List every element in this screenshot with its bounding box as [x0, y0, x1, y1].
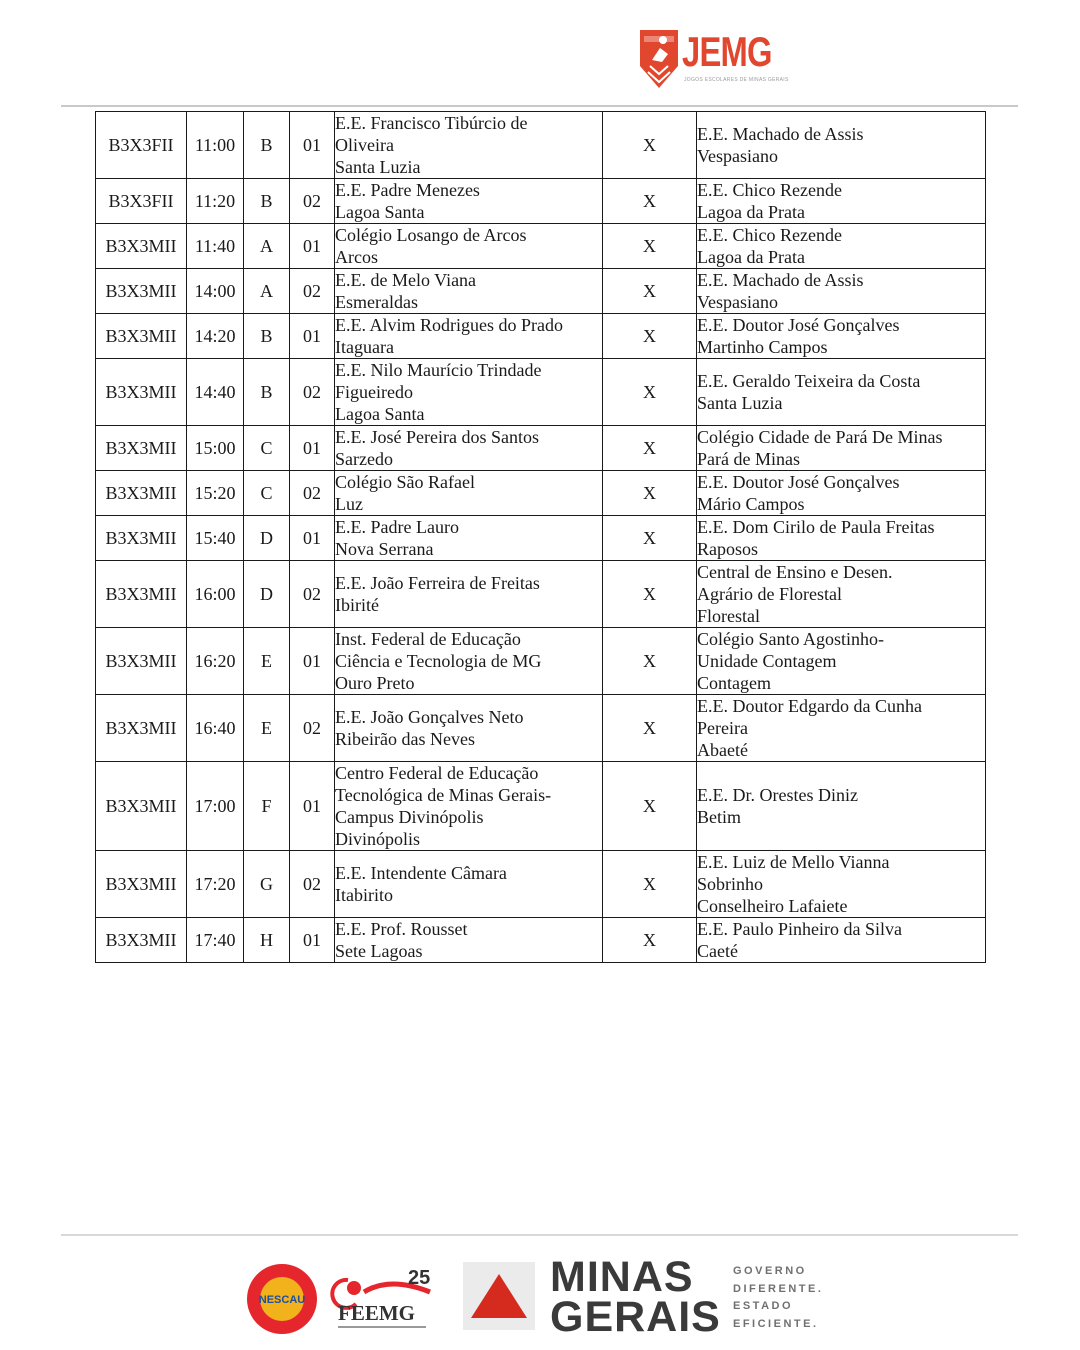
division-code-cell: B3X3MII	[96, 918, 187, 963]
versus-cell: X	[603, 561, 697, 628]
match-number-cell: 01	[290, 628, 335, 695]
team-line: Nova Serrana	[335, 539, 434, 559]
versus-cell: X	[603, 224, 697, 269]
feemg-anniversary: 25	[408, 1267, 431, 1289]
team-line: Centro Federal de Educação	[335, 763, 539, 783]
time-cell: 15:00	[187, 426, 244, 471]
team-line: Unidade Contagem	[697, 651, 837, 671]
team-line: Ribeirão das Neves	[335, 729, 475, 749]
feemg-logo-icon	[330, 1262, 442, 1338]
time-cell: 17:40	[187, 918, 244, 963]
team-line: Tecnológica de Minas Gerais-	[335, 785, 552, 805]
away-team-cell	[697, 359, 986, 426]
group-cell: B	[244, 359, 290, 426]
away-team-cell	[697, 269, 986, 314]
table-row	[96, 695, 986, 762]
team-line: Raposos	[697, 539, 759, 559]
table-row	[96, 224, 986, 269]
table-row	[96, 426, 986, 471]
match-number-cell: 02	[290, 179, 335, 224]
home-team-cell	[335, 359, 603, 426]
division-code-cell: B3X3MII	[96, 269, 187, 314]
team-line: Esmeraldas	[335, 292, 418, 312]
feemg-logo-text: FEEMG	[338, 1301, 415, 1325]
team-line: Lagoa da Prata	[697, 247, 805, 267]
team-line: Itabirito	[335, 885, 393, 905]
home-team-cell	[335, 628, 603, 695]
group-cell: F	[244, 762, 290, 851]
match-number-cell: 01	[290, 426, 335, 471]
team-line: E.E. Geraldo Teixeira da Costa	[697, 371, 921, 391]
footer-divider	[61, 1234, 1018, 1236]
header-divider	[61, 105, 1018, 107]
team-line: Sobrinho	[697, 874, 764, 894]
team-line: Betim	[697, 807, 741, 827]
group-cell: B	[244, 314, 290, 359]
team-line: Campus Divinópolis	[335, 807, 484, 827]
versus-cell: X	[603, 628, 697, 695]
team-line: E.E. Padre Lauro	[335, 517, 459, 537]
team-line: Ciência e Tecnologia de MG	[335, 651, 542, 671]
minas-gerais-triangle-icon	[463, 1262, 535, 1330]
time-cell: 15:40	[187, 516, 244, 561]
table-row	[96, 359, 986, 426]
table-row	[96, 179, 986, 224]
team-line: E.E. João Gonçalves Neto	[335, 707, 524, 727]
team-line: Central de Ensino e Desen.	[697, 562, 893, 582]
home-team-cell	[335, 426, 603, 471]
slogan-line: GOVERNO	[733, 1265, 807, 1277]
table-row	[96, 628, 986, 695]
team-line: E.E. Alvim Rodrigues do Prado	[335, 315, 563, 335]
table-row	[96, 561, 986, 628]
division-code-cell: B3X3FII	[96, 112, 187, 179]
time-cell: 16:40	[187, 695, 244, 762]
slogan-line: DIFERENTE.	[733, 1282, 824, 1295]
team-line: Pereira	[697, 718, 748, 738]
government-slogan	[733, 1263, 823, 1333]
division-code-cell: B3X3FII	[96, 179, 187, 224]
team-line: E.E. Dom Cirilo de Paula Freitas	[697, 517, 935, 537]
team-line: E.E. Doutor José Gonçalves	[697, 315, 900, 335]
match-number-cell: 01	[290, 112, 335, 179]
time-cell: 14:20	[187, 314, 244, 359]
home-team-cell	[335, 918, 603, 963]
team-line: Figueiredo	[335, 382, 413, 402]
versus-cell: X	[603, 314, 697, 359]
match-number-cell: 02	[290, 695, 335, 762]
time-cell: 17:20	[187, 851, 244, 918]
team-line: Pará de Minas	[697, 449, 800, 469]
team-line: E.E. Machado de Assis	[697, 270, 864, 290]
away-team-cell	[697, 314, 986, 359]
team-line: Caeté	[697, 941, 738, 961]
team-line: Sarzedo	[335, 449, 393, 469]
versus-cell: X	[603, 516, 697, 561]
team-line: Ibirité	[335, 595, 379, 615]
division-code-cell: B3X3MII	[96, 561, 187, 628]
team-line: Divinópolis	[335, 829, 421, 849]
team-line: E.E. Prof. Rousset	[335, 919, 468, 939]
team-line: Agrário de Florestal	[697, 584, 842, 604]
time-cell: 17:00	[187, 762, 244, 851]
team-line: Martinho Campos	[697, 337, 828, 357]
team-line: E.E. Chico Rezende	[697, 225, 842, 245]
table-row	[96, 112, 986, 179]
nescau-logo-text: NESCAU	[258, 1294, 306, 1306]
table-row	[96, 918, 986, 963]
team-line: Contagem	[697, 673, 771, 693]
versus-cell: X	[603, 918, 697, 963]
nescau-logo-icon	[246, 1263, 318, 1335]
team-line: Lagoa Santa	[335, 202, 425, 222]
division-code-cell: B3X3MII	[96, 516, 187, 561]
team-line: Colégio Losango de Arcos	[335, 225, 527, 245]
group-cell: E	[244, 695, 290, 762]
group-cell: C	[244, 471, 290, 516]
group-cell: E	[244, 628, 290, 695]
time-cell: 14:00	[187, 269, 244, 314]
home-team-cell	[335, 561, 603, 628]
team-line: E.E. Chico Rezende	[697, 180, 842, 200]
away-team-cell	[697, 695, 986, 762]
team-line: Colégio São Rafael	[335, 472, 475, 492]
group-cell: C	[244, 426, 290, 471]
match-number-cell: 01	[290, 224, 335, 269]
team-line: Inst. Federal de Educação	[335, 629, 521, 649]
away-team-cell	[697, 179, 986, 224]
table-row	[96, 269, 986, 314]
match-number-cell: 02	[290, 269, 335, 314]
time-cell: 11:20	[187, 179, 244, 224]
versus-cell: X	[603, 359, 697, 426]
minas-gerais-logo-text	[550, 1253, 721, 1341]
group-cell: A	[244, 269, 290, 314]
home-team-cell	[335, 471, 603, 516]
table-row	[96, 516, 986, 561]
group-cell: G	[244, 851, 290, 918]
away-team-cell	[697, 762, 986, 851]
slogan-line: ESTADO	[733, 1300, 794, 1312]
team-line: Arcos	[335, 247, 378, 267]
away-team-cell	[697, 561, 986, 628]
division-code-cell: B3X3MII	[96, 628, 187, 695]
minas-text: MINAS	[550, 1253, 694, 1301]
match-number-cell: 01	[290, 918, 335, 963]
group-cell: D	[244, 516, 290, 561]
team-line: E.E. Padre Menezes	[335, 180, 480, 200]
time-cell: 16:00	[187, 561, 244, 628]
group-cell: B	[244, 179, 290, 224]
table-row	[96, 314, 986, 359]
team-line: E.E. Paulo Pinheiro da Silva	[697, 919, 902, 939]
match-number-cell: 01	[290, 314, 335, 359]
team-line: Itaguara	[335, 337, 394, 357]
team-line: Colégio Cidade de Pará De Minas	[697, 427, 943, 447]
home-team-cell	[335, 516, 603, 561]
away-team-cell	[697, 851, 986, 918]
home-team-cell	[335, 762, 603, 851]
team-line: E.E. de Melo Viana	[335, 270, 477, 290]
division-code-cell: B3X3MII	[96, 762, 187, 851]
team-line: E.E. José Pereira dos Santos	[335, 427, 539, 447]
match-number-cell: 02	[290, 851, 335, 918]
team-line: E.E. Doutor Edgardo da Cunha	[697, 696, 922, 716]
versus-cell: X	[603, 762, 697, 851]
home-team-cell	[335, 314, 603, 359]
away-team-cell	[697, 426, 986, 471]
team-line: Colégio Santo Agostinho-	[697, 629, 885, 649]
away-team-cell	[697, 628, 986, 695]
home-team-cell	[335, 112, 603, 179]
home-team-cell	[335, 224, 603, 269]
team-line: Ouro Preto	[335, 673, 415, 693]
versus-cell: X	[603, 471, 697, 516]
team-line: Santa Luzia	[335, 157, 421, 177]
away-team-cell	[697, 918, 986, 963]
group-cell: D	[244, 561, 290, 628]
table-row	[96, 471, 986, 516]
time-cell: 11:40	[187, 224, 244, 269]
table-row	[96, 851, 986, 918]
division-code-cell: B3X3MII	[96, 314, 187, 359]
team-line: Vespasiano	[697, 146, 778, 166]
match-schedule-table	[95, 111, 986, 963]
team-line: E.E. Doutor José Gonçalves	[697, 472, 900, 492]
group-cell: B	[244, 112, 290, 179]
team-line: Santa Luzia	[697, 393, 783, 413]
team-line: Lagoa da Prata	[697, 202, 805, 222]
team-line: E.E. Francisco Tibúrcio de	[335, 113, 528, 133]
group-cell: A	[244, 224, 290, 269]
team-line: E.E. Machado de Assis	[697, 124, 864, 144]
versus-cell: X	[603, 112, 697, 179]
match-number-cell: 01	[290, 516, 335, 561]
away-team-cell	[697, 471, 986, 516]
table-row	[96, 762, 986, 851]
match-number-cell: 02	[290, 359, 335, 426]
time-cell: 15:20	[187, 471, 244, 516]
slogan-line: EFICIENTE.	[733, 1317, 819, 1330]
team-line: E.E. Dr. Orestes Diniz	[697, 785, 858, 805]
team-line: Sete Lagoas	[335, 941, 423, 961]
home-team-cell	[335, 695, 603, 762]
match-number-cell: 02	[290, 561, 335, 628]
division-code-cell: B3X3MII	[96, 426, 187, 471]
versus-cell: X	[603, 426, 697, 471]
time-cell: 11:00	[187, 112, 244, 179]
versus-cell: X	[603, 179, 697, 224]
division-code-cell: B3X3MII	[96, 851, 187, 918]
team-line: Oliveira	[335, 135, 394, 155]
match-number-cell: 02	[290, 471, 335, 516]
division-code-cell: B3X3MII	[96, 471, 187, 516]
versus-cell: X	[603, 269, 697, 314]
team-line: Vespasiano	[697, 292, 778, 312]
away-team-cell	[697, 516, 986, 561]
team-line: Luz	[335, 494, 363, 514]
home-team-cell	[335, 179, 603, 224]
home-team-cell	[335, 269, 603, 314]
home-team-cell	[335, 851, 603, 918]
team-line: Florestal	[697, 606, 760, 626]
away-team-cell	[697, 224, 986, 269]
versus-cell: X	[603, 695, 697, 762]
jemg-logo-subtext: JOGOS ESCOLARES DE MINAS GERAIS	[684, 77, 789, 83]
versus-cell: X	[603, 851, 697, 918]
division-code-cell: B3X3MII	[96, 359, 187, 426]
team-line: Mário Campos	[697, 494, 805, 514]
team-line: E.E. Intendente Câmara	[335, 863, 507, 883]
team-line: E.E. Nilo Maurício Trindade	[335, 360, 542, 380]
gerais-text: GERAIS	[550, 1293, 721, 1341]
team-line: Abaeté	[697, 740, 748, 760]
away-team-cell	[697, 112, 986, 179]
team-line: E.E. Luiz de Mello Vianna	[697, 852, 890, 872]
team-line: Lagoa Santa	[335, 404, 425, 424]
division-code-cell: B3X3MII	[96, 224, 187, 269]
team-line: E.E. João Ferreira de Freitas	[335, 573, 540, 593]
jemg-logo-text: JEMG	[682, 28, 772, 75]
match-number-cell: 01	[290, 762, 335, 851]
time-cell: 16:20	[187, 628, 244, 695]
time-cell: 14:40	[187, 359, 244, 426]
team-line: Conselheiro Lafaiete	[697, 896, 848, 916]
division-code-cell: B3X3MII	[96, 695, 187, 762]
group-cell: H	[244, 918, 290, 963]
